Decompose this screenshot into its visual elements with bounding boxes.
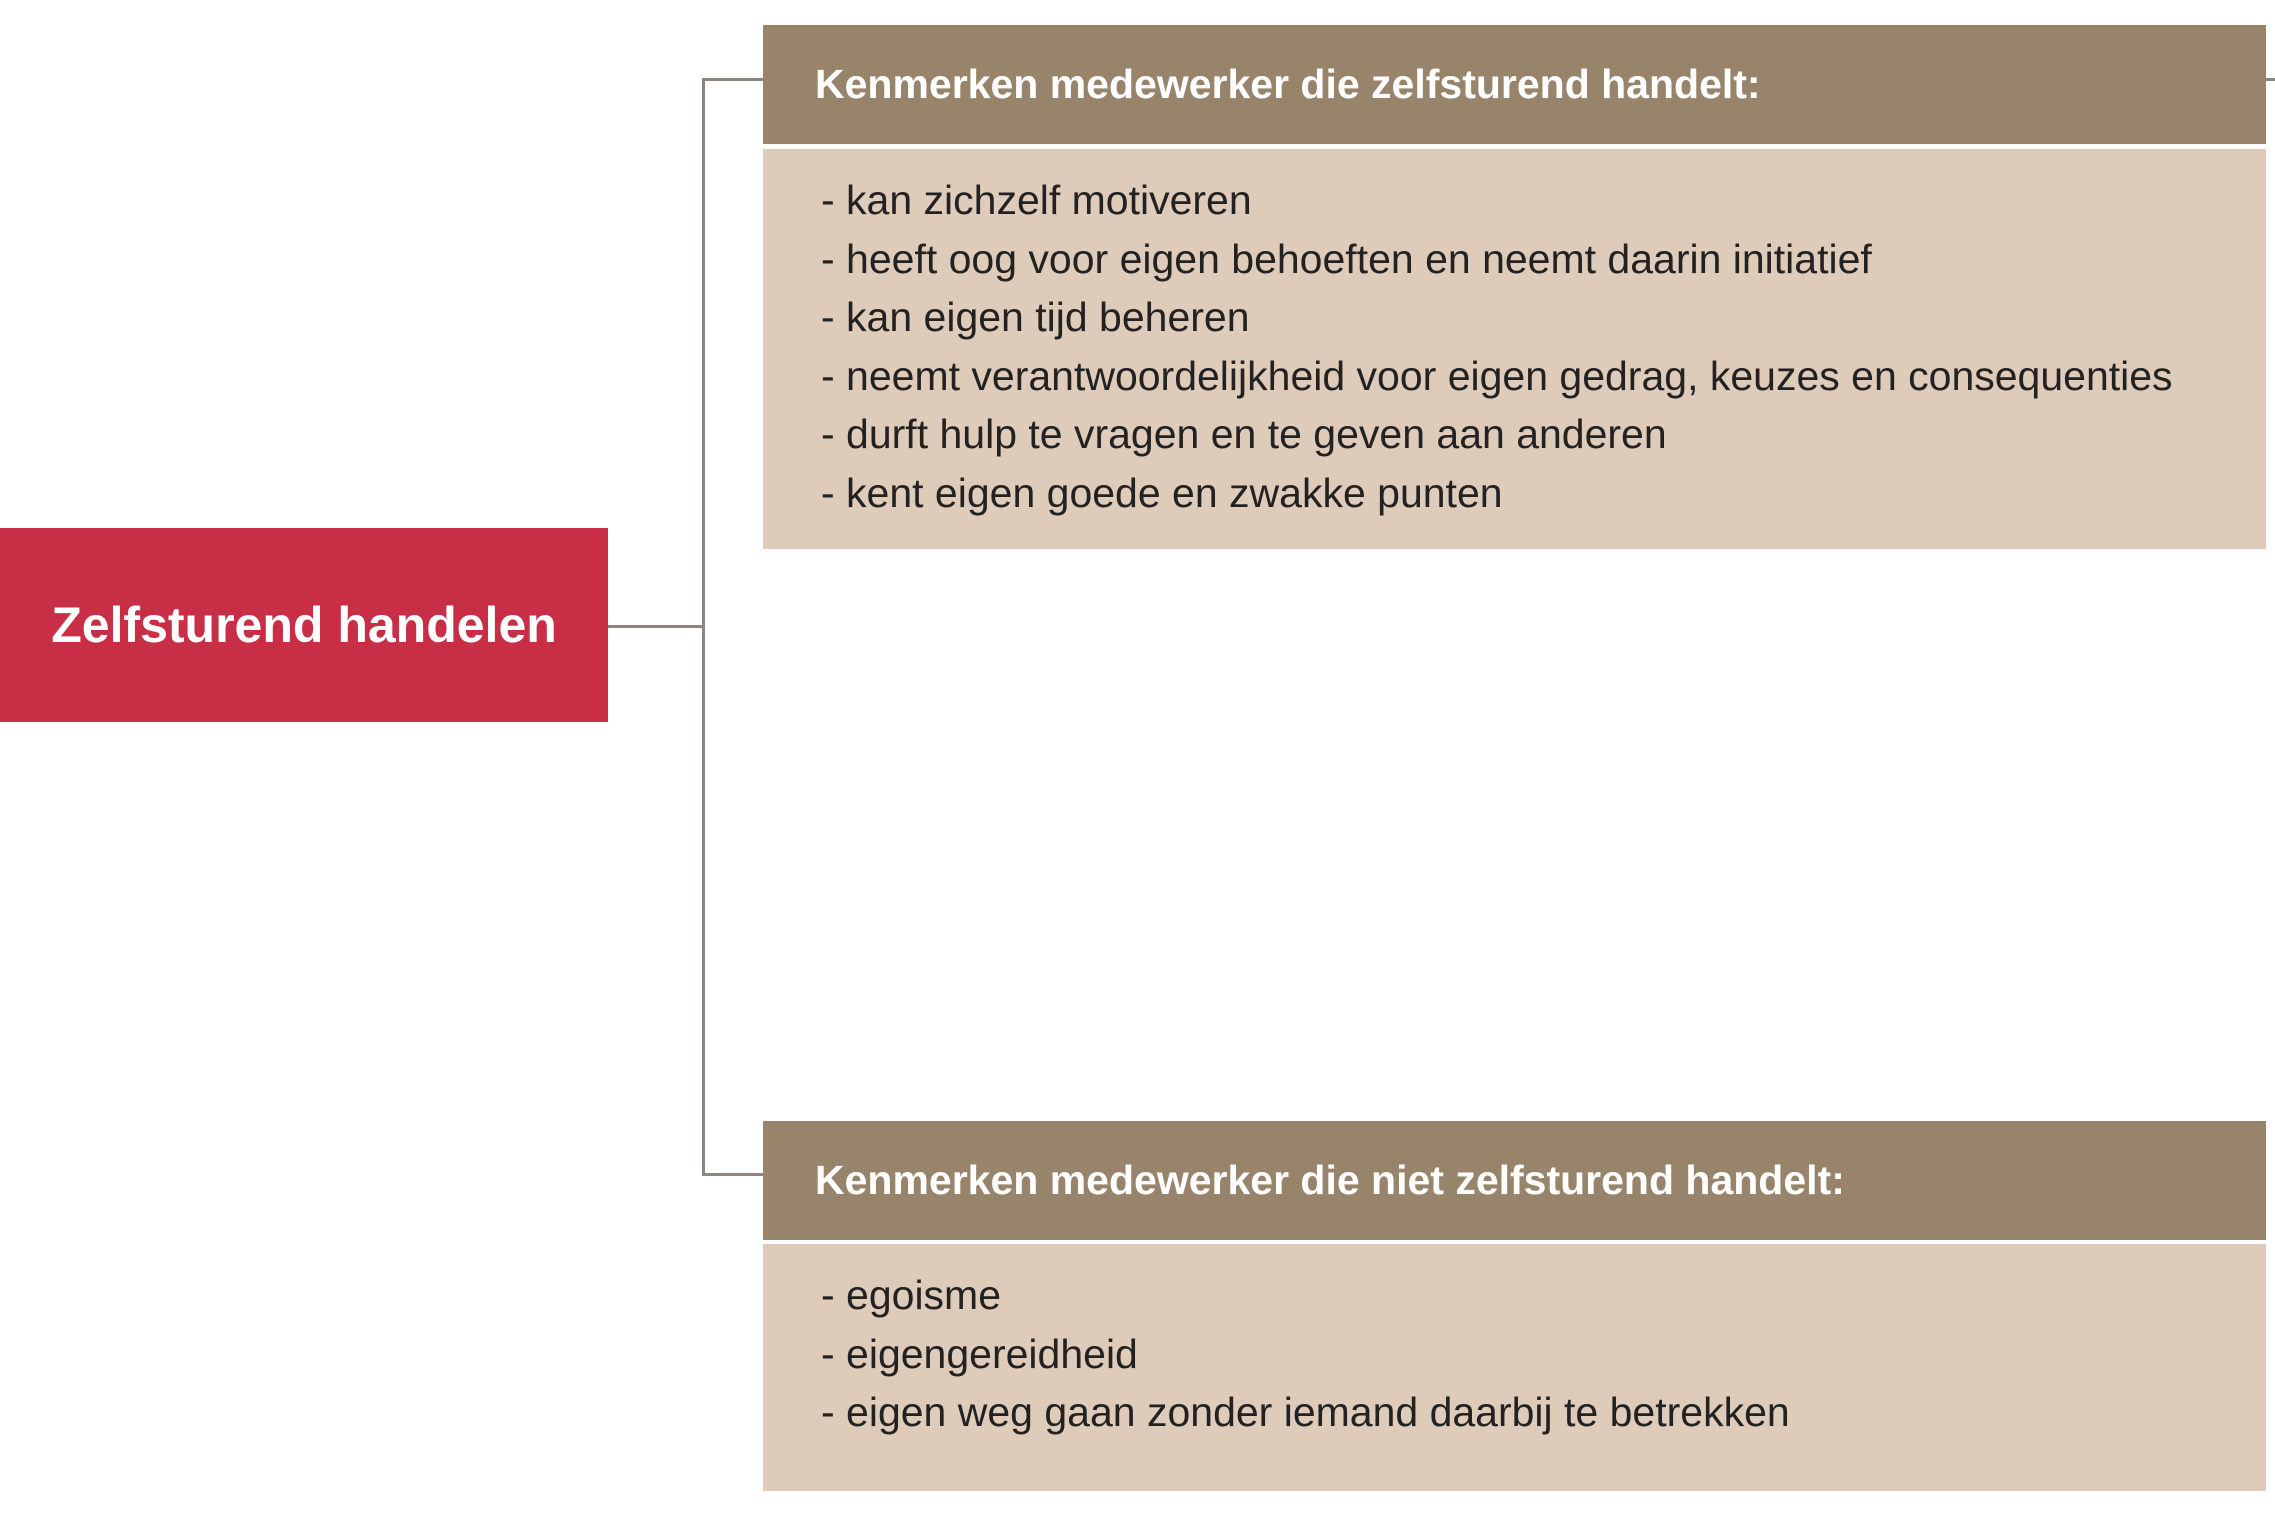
connector-branch-2 xyxy=(702,1173,763,1176)
list-item: - eigen weg gaan zonder iemand daarbij te betrekken xyxy=(821,1389,1790,1436)
connector-right-stub xyxy=(2266,78,2275,81)
connector-branch-1 xyxy=(702,78,763,81)
branch-2-title: Kenmerken medewerker die niet zelfsturend handelt: xyxy=(815,1157,1845,1203)
branch-1-title: Kenmerken medewerker die zelfsturend handelt: xyxy=(815,61,1761,107)
list-item: - eigengereidheid xyxy=(821,1330,1138,1377)
list-item: - kan zichzelf motiveren xyxy=(821,177,1252,223)
branch-1-list xyxy=(821,171,2266,523)
branch-2-header xyxy=(763,1121,2266,1240)
branch-2-list xyxy=(821,1266,2266,1442)
root-node xyxy=(0,528,608,722)
connector-trunk xyxy=(702,78,705,1176)
list-item: - kent eigen goede en zwakke punten xyxy=(821,469,1503,516)
list-item: - durft hulp te vragen en te geven aan anderen xyxy=(821,411,1667,458)
branch-1-header xyxy=(763,25,2266,144)
list-item: - heeft oog voor eigen behoeften en neemt daarin initiatief xyxy=(821,235,1872,282)
root-node-label: Zelfsturend handelen xyxy=(51,597,557,653)
branch-2-body xyxy=(763,1244,2266,1491)
list-item: - egoisme xyxy=(821,1272,1002,1318)
list-item: - kan eigen tijd beheren xyxy=(821,294,1250,341)
connector-root-to-trunk xyxy=(608,625,704,628)
list-item: - neemt verantwoordelijkheid voor eigen gedrag, keuzes en consequenties xyxy=(821,352,2173,399)
branch-1-body xyxy=(763,149,2266,549)
